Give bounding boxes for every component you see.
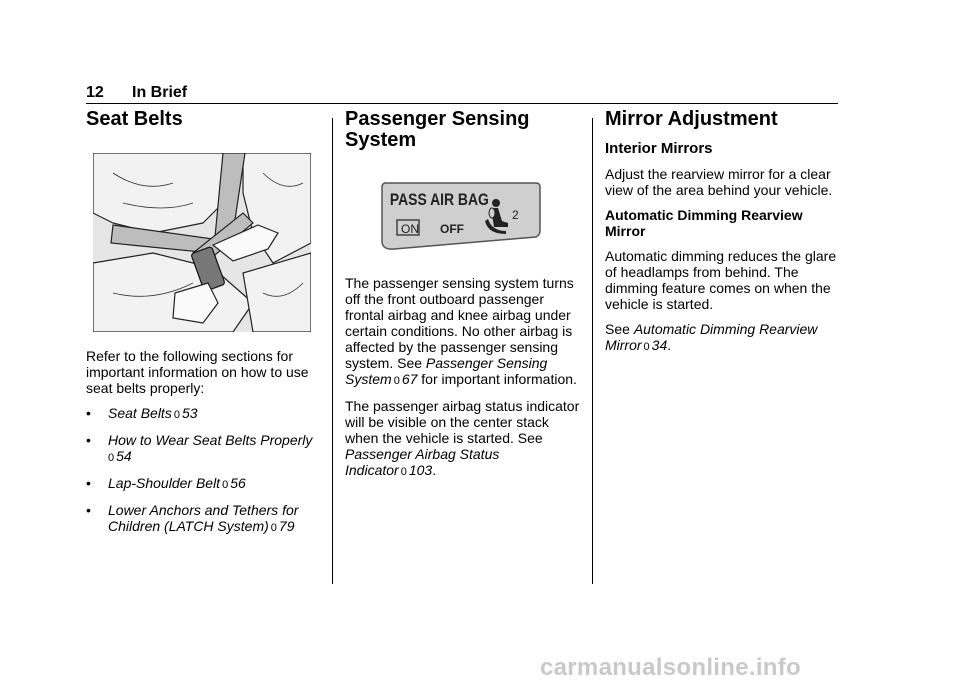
watermark: carmanualsonline.info: [540, 654, 802, 681]
section-title: In Brief: [132, 84, 188, 101]
link-seat-belts[interactable]: Seat Belts: [108, 405, 172, 421]
link-auto-dimming-mirror[interactable]: Automatic Dimming Rearview Mirror: [605, 321, 818, 353]
page-header: [86, 84, 838, 102]
link-passenger-sensing-system[interactable]: Passenger Sensing System: [345, 355, 548, 387]
seat-belts-intro: Refer to the following sections for important information on how to use seat belts properly:: [86, 348, 309, 396]
link-latch[interactable]: Lower Anchors and Tethers for Children (LATCH System): [108, 502, 299, 534]
mirror-p3: See Automatic Dimming Rearview Mirror 0 34.: [605, 321, 818, 353]
page-ref-icon: 0: [222, 479, 229, 491]
link-wear-seat-belts[interactable]: How to Wear Seat Belts Properly: [108, 432, 313, 448]
list-item: • Seat Belts 0 53: [86, 405, 198, 421]
panel-title: PASS AIR BAG: [389, 190, 489, 210]
mirror-p1: Adjust the rearview mirror for a clear view of the area behind your vehicle.: [605, 166, 833, 198]
seat-belt-illustration: [93, 153, 311, 332]
header-rule: [86, 103, 838, 104]
subheading-interior-mirrors: Interior Mirrors: [605, 140, 713, 157]
list-item: • Lap-Shoulder Belt 0 56: [86, 475, 246, 491]
list-item: • How to Wear Seat Belts Properly 0 54: [86, 432, 313, 464]
page-ref-icon: 0: [173, 409, 180, 421]
panel-off: OFF: [440, 222, 464, 236]
link-lap-shoulder-belt[interactable]: Lap-Shoulder Belt: [108, 475, 221, 491]
column-mirror-adjustment: [605, 109, 843, 355]
heading-seat-belts: Seat Belts: [86, 108, 183, 130]
panel-on: ON: [401, 222, 419, 236]
column-divider-2: [592, 118, 593, 584]
mirror-p2: Automatic dimming reduces the glare of headlamps from behind. The dimming feature comes on when the vehicle is started.: [605, 248, 837, 312]
passenger-sensing-p2: The passenger airbag status indicator will be visible on the center stack when the vehicle is started. See Passenger Airbag Status Indicator 0 103.: [345, 398, 580, 478]
column-passenger-sensing: [345, 109, 583, 480]
seat-belt-buckle-icon: [93, 153, 311, 332]
panel-num: 2: [512, 208, 519, 222]
subheading-auto-dimming: Automatic Dimming Rearview Mirror: [605, 207, 803, 239]
page-ref-icon: 0: [643, 341, 650, 353]
page-number: 12: [86, 84, 104, 101]
page-ref-icon: 0: [400, 466, 407, 478]
heading-passenger-sensing: Passenger Sensing System: [345, 108, 530, 151]
page-ref-icon: 0: [393, 375, 400, 387]
page-ref-icon: 0: [108, 452, 115, 464]
passenger-sensing-p1: The passenger sensing system turns off the front outboard passenger frontal airbag and knee airbag under certain conditions. No other airbag is affected by the passenger sensing system. See Passenger Sensing System 0 67 for important information.: [345, 275, 577, 387]
list-item: • Lower Anchors and Tethers for Children (LATCH System) 0 79: [86, 502, 299, 534]
column-divider-1: [332, 118, 333, 584]
page-ref-icon: 0: [270, 522, 277, 534]
pass-airbag-indicator: [380, 181, 542, 251]
heading-mirror-adjustment: Mirror Adjustment: [605, 108, 778, 130]
link-passenger-airbag-status[interactable]: Passenger Airbag Status Indicator: [345, 446, 500, 478]
